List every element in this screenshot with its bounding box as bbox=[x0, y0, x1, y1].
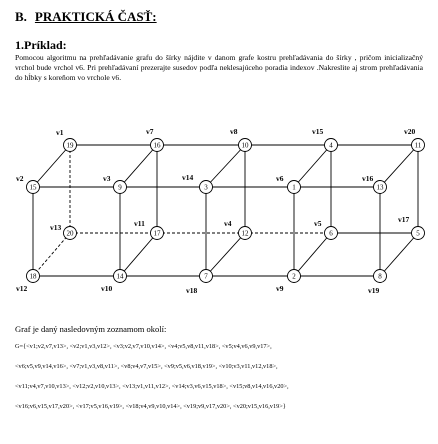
graph-node bbox=[27, 270, 40, 283]
graph-nodes bbox=[27, 139, 425, 283]
example-title: 1.Príklad: bbox=[15, 38, 67, 52]
adjacency-row: <v6;v5,v9,v14,v16>, <v7;v1,v3,v8,v11>, <v8;v4,v7,v15>, <v9;v5,v6,v18,v19>, <v10;v3,v11,v12,v18>, bbox=[15, 363, 278, 370]
graph-node bbox=[325, 227, 338, 240]
vertex-label: v17 bbox=[398, 215, 410, 224]
vertex-label: v4 bbox=[224, 219, 232, 228]
vertex-label: v1 bbox=[56, 128, 64, 137]
graph-node bbox=[374, 181, 387, 194]
svg-text:5: 5 bbox=[416, 229, 420, 238]
svg-text:9: 9 bbox=[118, 183, 122, 192]
adjacency-row: G={<v1;v2,v7,v13>, <v2;v1,v3,v12>, <v3;v2,v7,v10,v14>, <v4;v5,v8,v11,v18>, <v5;v4,v6,v9,v17>, bbox=[15, 343, 272, 350]
edge bbox=[380, 145, 418, 187]
vertex-label: v18 bbox=[186, 286, 198, 295]
graph-node bbox=[114, 270, 127, 283]
svg-text:15: 15 bbox=[29, 183, 37, 192]
graph-node bbox=[114, 181, 127, 194]
vertex-label: v14 bbox=[182, 173, 194, 182]
adjacency-title: Graf je daný nasledovným zoznamom okolí: bbox=[15, 324, 167, 334]
edge bbox=[294, 233, 331, 276]
graph-node bbox=[412, 227, 425, 240]
vertex-label: v10 bbox=[101, 284, 113, 293]
svg-text:4: 4 bbox=[329, 141, 333, 150]
edge bbox=[206, 233, 245, 276]
svg-text:13: 13 bbox=[376, 183, 384, 192]
svg-text:7: 7 bbox=[204, 272, 208, 281]
graph-node bbox=[151, 139, 164, 152]
vertex-label: v20 bbox=[404, 127, 416, 136]
vertex-label: v8 bbox=[230, 127, 238, 136]
graph-node bbox=[64, 139, 77, 152]
edge bbox=[33, 145, 70, 187]
vertex-label: v13 bbox=[50, 223, 62, 232]
vertex-label: v15 bbox=[312, 127, 324, 136]
section-letter: B. bbox=[15, 9, 27, 24]
graph-node bbox=[200, 270, 213, 283]
edge bbox=[206, 145, 245, 187]
graph-node bbox=[374, 270, 387, 283]
vertex-label: v7 bbox=[146, 127, 154, 136]
vertex-label: v12 bbox=[16, 284, 28, 293]
svg-text:17: 17 bbox=[153, 229, 161, 238]
edge bbox=[380, 233, 418, 276]
vertex-label: v2 bbox=[16, 174, 24, 183]
edge bbox=[120, 233, 157, 276]
svg-text:2: 2 bbox=[292, 272, 296, 281]
svg-text:10: 10 bbox=[241, 141, 249, 150]
vertex-label: v16 bbox=[362, 174, 374, 183]
vertex-label: v5 bbox=[314, 219, 322, 228]
graph-node bbox=[412, 139, 425, 152]
vertex-label: v9 bbox=[276, 284, 284, 293]
edge bbox=[294, 145, 331, 187]
svg-text:16: 16 bbox=[153, 141, 161, 150]
graph-node bbox=[239, 227, 252, 240]
section-title: PRAKTICKÁ ČASŤ: bbox=[34, 9, 157, 24]
graph-node bbox=[325, 139, 338, 152]
edge bbox=[33, 233, 70, 276]
vertex-label: v11 bbox=[134, 219, 145, 228]
graph-vertex-labels bbox=[16, 127, 416, 295]
svg-text:11: 11 bbox=[414, 141, 422, 150]
vertex-label: v3 bbox=[103, 174, 111, 183]
adjacency-row: <v11;v4,v7,v10,v13>, <v12;v2,v10,v13>, <v13;v1,v11,v12>, <v14;v3,v6,v15,v18>, <v15;v8,v14,v16,v20>, bbox=[15, 383, 289, 390]
graph-node bbox=[200, 181, 213, 194]
graph-node bbox=[288, 270, 301, 283]
vertex-label: v6 bbox=[276, 174, 284, 183]
svg-text:18: 18 bbox=[29, 272, 37, 281]
graph-node bbox=[151, 227, 164, 240]
svg-text:3: 3 bbox=[204, 183, 208, 192]
graph-node bbox=[288, 181, 301, 194]
vertex-label: v19 bbox=[368, 286, 380, 295]
edge bbox=[120, 145, 157, 187]
task-text: Pomocou algoritmu na prehľadávanie grafu do šírky nájdite v danom grafe kostru prehľadávania do šírky , pričom inicializačný vrchol bude vrchol v6. Pri prehľadávaní prezerajte susedov podľa neklesajúceho poradia indexov .Nakreslite aj strom prehľadávania do hĺbky s koreňom vo vrchole v6. bbox=[15, 53, 423, 82]
adjacency-row: <v16;v6,v15,v17,v20>, <v17;v5,v16,v19>, <v18;v4,v9,v10,v14>, <v19;v9,v17,v20>, <v20;v15,v16,v19>} bbox=[15, 403, 286, 410]
svg-text:8: 8 bbox=[378, 272, 382, 281]
svg-text:14: 14 bbox=[116, 272, 124, 281]
graph-node bbox=[64, 227, 77, 240]
svg-text:19: 19 bbox=[66, 141, 74, 150]
svg-text:1: 1 bbox=[292, 183, 296, 192]
graph-node bbox=[239, 139, 252, 152]
graph-edges bbox=[33, 145, 418, 276]
svg-text:20: 20 bbox=[66, 229, 74, 238]
svg-text:12: 12 bbox=[241, 229, 249, 238]
graph-node bbox=[27, 181, 40, 194]
svg-text:6: 6 bbox=[329, 229, 333, 238]
